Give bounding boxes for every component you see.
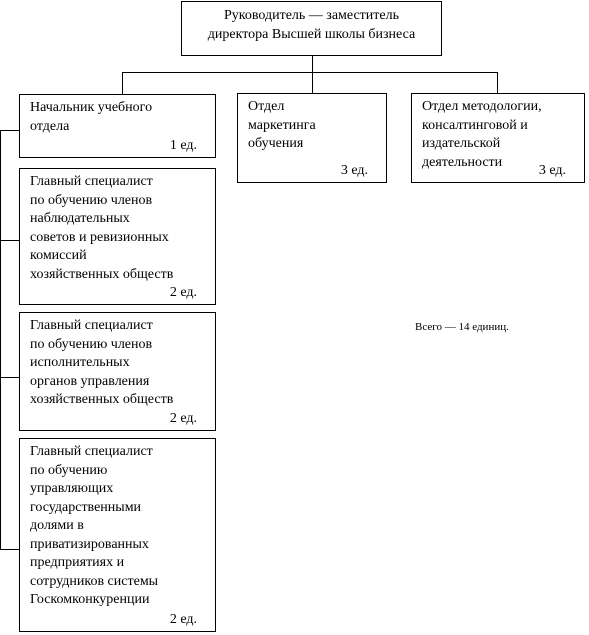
director-title: Руководитель — заместитель директора Высшей школы бизнеса [207, 8, 416, 42]
specialist-executive-count: 2 ед. [169, 410, 197, 426]
training-head-title: Начальник учебного отдела [30, 100, 153, 134]
specialist-executive-box [19, 312, 216, 431]
specialist-state-shares-count: 2 ед. [169, 611, 197, 627]
marketing-dept-box [237, 93, 387, 183]
methodology-dept-box [411, 93, 585, 183]
training-head-box [19, 94, 216, 158]
total-units-note: Всего — 14 единиц. [415, 321, 509, 333]
training-head-count: 1 ед. [169, 137, 197, 153]
marketing-dept-count: 3 ед. [340, 162, 368, 178]
specialist-state-shares-box [19, 438, 216, 632]
marketing-dept-title: Отдел маркетинга обучения [248, 99, 316, 151]
specialist-executive-title: Главный специалист по обучению членов исполнительных органов управления хозяйственных обществ [30, 318, 174, 407]
specialist-state-shares-title: Главный специалист по обучению управляющих государственными долями в приватизированных предприятиях и сотрудников системы Госкомконкуренции [30, 444, 159, 607]
specialist-supervisory-title: Главный специалист по обучению членов наблюдательных советов и ревизионных комиссий хозяйственных обществ [30, 174, 174, 282]
specialist-supervisory-box [19, 168, 216, 305]
specialist-supervisory-count: 2 ед. [169, 284, 197, 300]
methodology-dept-title: Отдел методологии, консалтинговой и издательской деятельности [422, 99, 542, 170]
methodology-dept-count: 3 ед. [538, 162, 566, 178]
director-box [181, 1, 442, 56]
